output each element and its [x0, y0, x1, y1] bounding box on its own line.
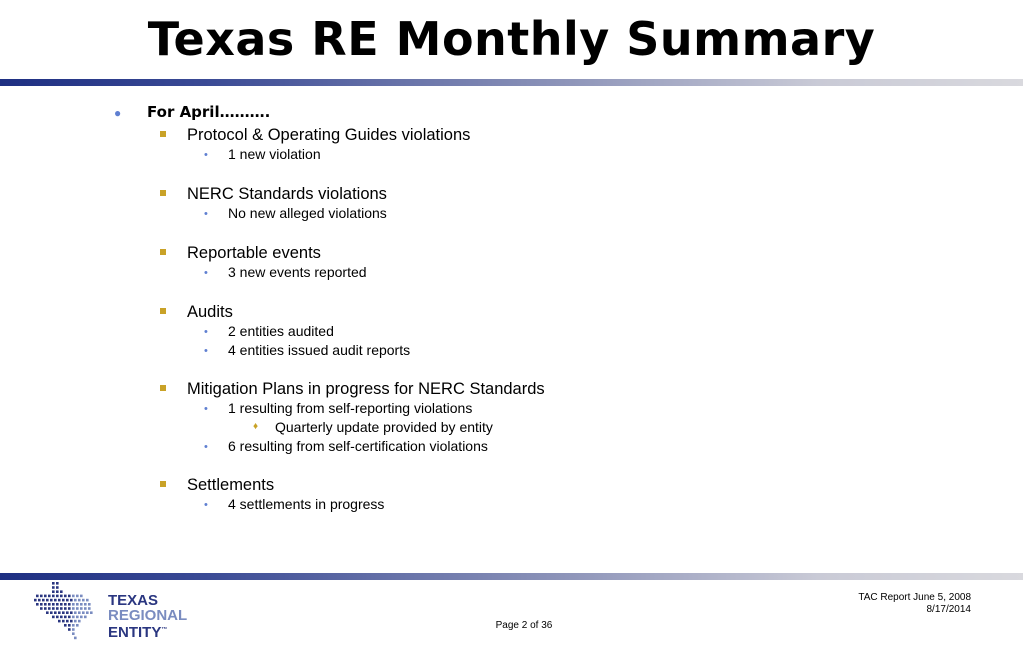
dot-bullet-icon: •: [204, 208, 208, 220]
logo-line-regional: REGIONAL: [108, 607, 188, 624]
section-subitem: Quarterly update provided by entity: [275, 419, 493, 435]
page-title: Texas RE Monthly Summary: [147, 12, 876, 66]
report-date: 8/17/2014: [926, 604, 971, 615]
square-bullet-icon: [160, 249, 166, 255]
bullet-icon: ●: [114, 106, 122, 120]
report-info: [858, 592, 971, 616]
diamond-bullet-icon: ♦: [253, 421, 259, 432]
report-title: TAC Report June 5, 2008: [858, 592, 971, 603]
dot-bullet-icon: •: [204, 326, 208, 338]
section-item: 2 entities audited: [228, 323, 334, 339]
section-item: 6 resulting from self-certification violations: [228, 438, 488, 454]
square-bullet-icon: [160, 308, 166, 314]
logo-line-texas: TEXAS: [108, 592, 159, 609]
section-label: Settlements: [187, 476, 275, 494]
logo-wordmark: [108, 593, 187, 640]
section-label: Reportable events: [187, 244, 321, 262]
dot-bullet-icon: •: [204, 499, 208, 511]
section-label: Mitigation Plans in progress for NERC Standards: [187, 380, 545, 398]
section-item: 4 settlements in progress: [228, 496, 385, 512]
section-item: 3 new events reported: [228, 264, 367, 280]
section-item: 1 resulting from self-reporting violations: [228, 400, 473, 416]
dot-bullet-icon: •: [204, 441, 208, 453]
footer-divider: [0, 573, 1023, 580]
square-bullet-icon: [160, 131, 166, 137]
section-label: Protocol & Operating Guides violations: [187, 126, 471, 144]
section-item: No new alleged violations: [228, 205, 387, 221]
page-number: Page 2 of 36: [495, 620, 553, 631]
section-label: Audits: [187, 303, 233, 321]
dot-bullet-icon: •: [204, 149, 208, 161]
square-bullet-icon: [160, 481, 166, 487]
dot-bullet-icon: •: [204, 403, 208, 415]
dot-bullet-icon: •: [204, 267, 208, 279]
dot-bullet-icon: •: [204, 345, 208, 357]
section-label: NERC Standards violations: [187, 185, 387, 203]
square-bullet-icon: [160, 385, 166, 391]
section-item: 1 new violation: [228, 146, 321, 162]
logo-line-entity: ENTITY™: [108, 624, 168, 641]
summary-heading: For April……….: [147, 103, 271, 121]
square-bullet-icon: [160, 190, 166, 196]
section-item: 4 entities issued audit reports: [228, 342, 411, 358]
